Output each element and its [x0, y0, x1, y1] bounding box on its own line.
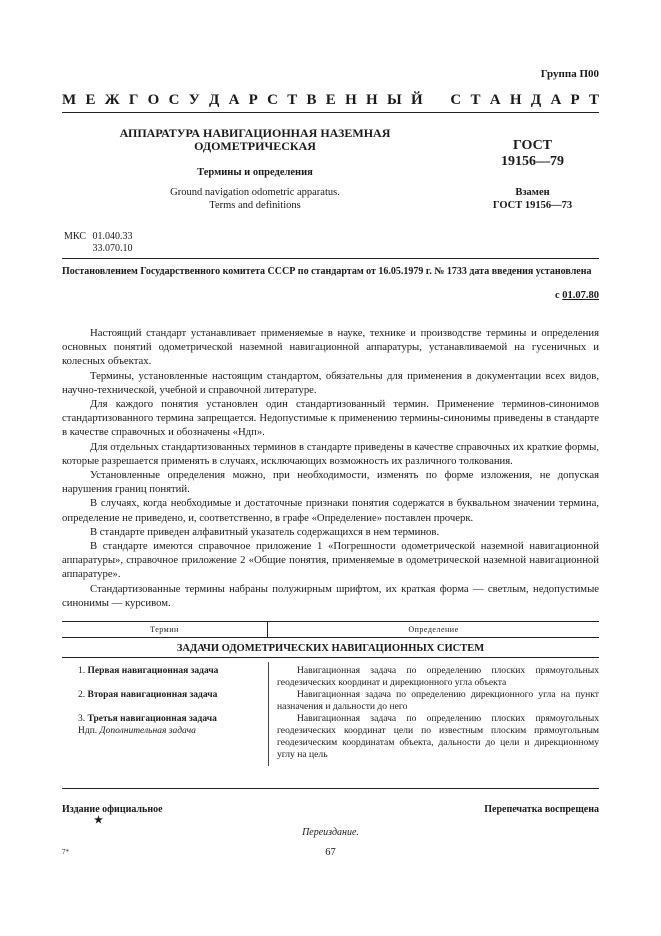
header-letter: Н [366, 92, 378, 108]
reprint-prohibited: Перепечатка воспрещена [484, 804, 599, 815]
term-column-header: Термин [62, 622, 268, 637]
document-title [100, 127, 410, 153]
header-letter: О [147, 92, 160, 108]
header-letter: Ы [386, 92, 402, 108]
body-paragraph: В случаях, когда необходимые и достаточные признаки понятия содержатся в буквальном значении термина, определение не приведено, и, соответственно, в графе «Определение» поставлен прочерк. [62, 497, 599, 524]
footer-rule [62, 788, 599, 789]
header-rule [62, 112, 599, 113]
header-letter: Р [248, 92, 258, 108]
body-paragraph: В стандарте приведен алфавитный указатель содержащихся в нем терминов. [90, 525, 440, 538]
signature-mark: 7* [62, 848, 69, 856]
definition: Навигационная задача по определению дирекционного угла на пункт назначения и дальности до него [277, 689, 599, 712]
effective-date [555, 290, 599, 301]
definition: Навигационная задача по определению плоских прямоугольных геодезических координат и дирекционного угла объекта [277, 665, 599, 688]
mks-block [64, 231, 132, 255]
ndp-label: Ндп. [78, 726, 98, 736]
header-letter: А [550, 92, 562, 108]
ndp-synonym: Дополнительная задача [99, 726, 196, 736]
section-title: ЗАДАЧИ ОДОМЕТРИЧЕСКИХ НАВИГАЦИОННЫХ СИСТЕМ [176, 643, 485, 654]
header-letter: Ж [104, 92, 120, 108]
term-name: Первая навигационная задача [87, 666, 219, 676]
body-paragraph: Настоящий стандарт устанавливает применяемые в науке, технике и производстве термины и определения основных понятий одометрической наземной навигационной аппаратуры, устанавливаемой на гусеничных и колесных объектах. [62, 327, 599, 368]
header-letter: С [450, 92, 462, 108]
english-title-line-2: Terms and definitions [209, 200, 301, 211]
header-letter: М [62, 92, 77, 108]
term-item: 3. Третья навигационная задача Ндп. Дополнительная задача [78, 714, 217, 736]
header-letter: Д [530, 92, 542, 108]
term-item: 1. Первая навигационная задача [78, 666, 219, 676]
header-letter: С [267, 92, 278, 108]
mks-code: 33.070.10 [92, 243, 133, 254]
group-label: Группа П00 [540, 68, 599, 80]
body-paragraph: Для отдельных стандартизованных терминов в стандарте приведены в качестве справочных их краткие формы, которые разрешается применять в случаях, исключающих возможность их различного толкования. [62, 440, 599, 467]
title-line-2: ОДОМЕТРИЧЕСКАЯ [194, 139, 316, 153]
table-header [62, 621, 599, 638]
header-letter: С [168, 92, 180, 108]
term-item: 2. Вторая навигационная задача [78, 690, 218, 700]
section-rule [62, 657, 599, 658]
replaces-block [455, 186, 610, 212]
star-icon: ★ [94, 815, 103, 826]
body-paragraph: Для каждого понятия установлен один стандартизованный термин. Применение терминов-синонимов стандартизованного термина запрещается. Недопустимые к применению термины-синонимы приведены в стандарте в качестве справочных и обозначены «Ндп». [62, 398, 599, 439]
header-letter: Т [470, 92, 481, 108]
header-letter: Г [128, 92, 139, 108]
header-letter: Н [509, 92, 522, 108]
header-letter: Т [588, 92, 599, 108]
reissue-note: Переиздание. [302, 827, 359, 838]
header-letter: Д [208, 92, 220, 108]
english-title [100, 186, 410, 212]
definitions-column [277, 665, 599, 761]
header-letter: А [228, 92, 240, 108]
body-paragraph: В стандарте имеются справочное приложение 1 «Погрешности одометрической наземной навигационной аппаратуры», справочное приложение 2 «Общие понятия, применяемые в одометрической наземной навигационной аппаратуре». [62, 540, 599, 581]
standard-header [62, 92, 599, 109]
terms-column [78, 665, 268, 749]
definition-column-header: Определение [408, 625, 459, 634]
decree-rule [62, 258, 599, 259]
title-line-1: АППАРАТУРА НАВИГАЦИОННАЯ НАЗЕМНАЯ [119, 126, 391, 140]
gost-number [455, 138, 610, 170]
body-paragraph: Термины, установленные настоящим стандартом, обязательны для применения в документации всех видов, научно-технической, учебной и справочной литературе. [62, 369, 599, 396]
column-divider [268, 662, 269, 766]
body-paragraph: Стандартизованные термины набраны полужирным шрифтом, их краткая форма — светлым, недопустимые синонимы — курсивом. [62, 582, 599, 609]
header-letter: Е [325, 92, 336, 108]
header-letter: Й [410, 92, 423, 108]
replaces-code: ГОСТ 19156—73 [492, 200, 573, 211]
gost-label: ГОСТ [512, 138, 553, 153]
term-name: Вторая навигационная задача [87, 690, 218, 700]
header-letter: Н [345, 92, 357, 108]
header-letter: В [306, 92, 317, 108]
mks-label: МКС [64, 231, 86, 242]
english-title-line-1: Ground navigation odometric apparatus. [170, 187, 340, 198]
date-prefix: с [554, 290, 560, 301]
date-value: 01.07.80 [562, 290, 599, 301]
body-paragraph: Установленные определения можно, при необходимости, изменять по форме изложения, не допуская нарушения границ понятий. [62, 469, 599, 496]
mks-code: 01.040.33 [92, 231, 133, 242]
header-letter: А [489, 92, 501, 108]
decree-text: Постановлением Государственного комитета СССР по стандартам от 16.05.1979 г. № 1733 дата введения установлена [62, 266, 592, 277]
replaces-label: Взамен [515, 187, 550, 198]
header-letter: У [188, 92, 200, 108]
page-number: 67 [325, 847, 336, 858]
term-name: Третья навигационная задача [87, 714, 217, 724]
intro-body [62, 326, 599, 610]
header-letter: Е [85, 92, 96, 108]
definition: Навигационная задача по определению плоских прямоугольных геодезических координат цели по известным плоским прямоугольным геодезическим координатам объекта, дальности до цели и дирекционному углу на цель [277, 713, 599, 760]
document-subtitle: Термины и определения [197, 167, 313, 178]
header-letter: Р [570, 92, 580, 108]
gost-code: 19156—79 [501, 154, 564, 169]
official-edition: Издание официальное [62, 804, 163, 815]
header-letter: Т [287, 92, 298, 108]
